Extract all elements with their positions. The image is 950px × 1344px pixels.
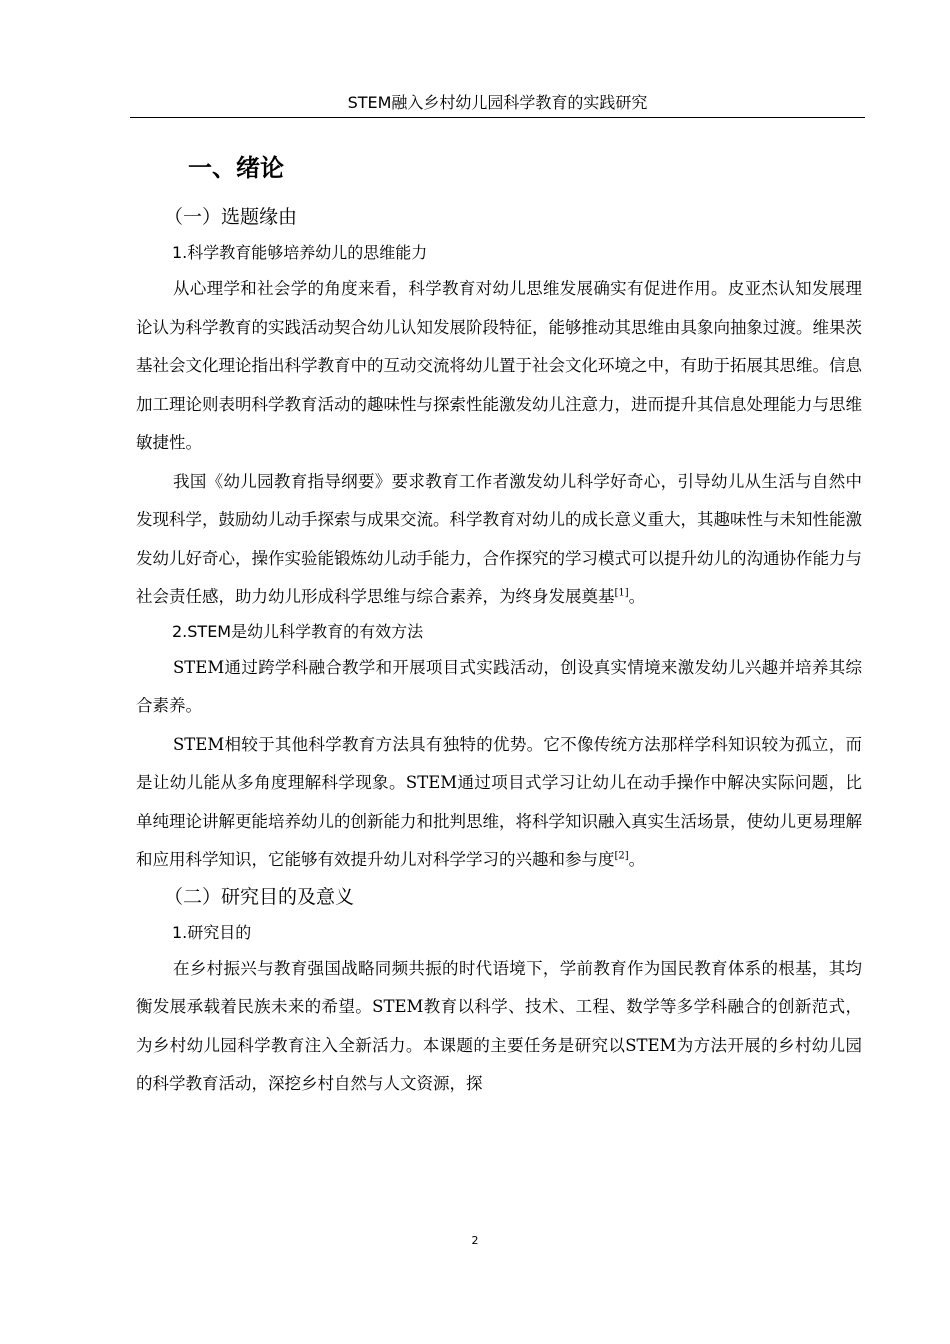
page-content <box>136 148 862 1104</box>
paragraph <box>136 463 862 617</box>
section-heading-1: （一）选题缘由 <box>164 206 298 228</box>
paragraph: STEM通过跨学科融合教学和开展项目式实践活动，创设真实情境来激发幼儿兴趣并培养其综合素养。 <box>136 657 862 715</box>
paragraph-text: STEM相较于其他科学教育方法具有独特的优势。它不像传统方法那样学科知识较为孤立，而是让幼儿能从多角度理解科学现象。STEM通过项目式学习让幼儿在动手操作中解决实际问题，比单纯理论讲解更能培养幼儿的创新能力和批判思维，将科学知识融入真实生活场景，使幼儿更易理解和应用科学知识，它能够有效提升幼儿对科学学习的兴趣和参与度 <box>136 734 862 869</box>
paragraph: 从心理学和社会学的角度来看，科学教育对幼儿思维发展确实有促进作用。皮亚杰认知发展理论认为科学教育的实践活动契合幼儿认知发展阶段特征，能够推动其思维由具象向抽象过渡。维果茨基社会文化理论指出科学教育中的互动交流将幼儿置于社会文化环境之中，有助于拓展其思维。信息加工理论则表明科学教育活动的趣味性与探索性能激发幼儿注意力，进而提升其信息处理能力与思维敏捷性。 <box>136 279 862 452</box>
page-number: 2 <box>471 1234 479 1247</box>
paragraph: 在乡村振兴与教育强国战略同频共振的时代语境下，学前教育作为国民教育体系的根基，其均衡发展承载着民族未来的希望。STEM教育以科学、技术、工程、数学等多学科融合的创新范式，为乡村幼儿园科学教育注入全新活力。本课题的主要任务是研究以STEM为方法开展的乡村幼儿园的科学教育活动，深挖乡村自然与人文资源，探 <box>136 958 862 1093</box>
section-heading-2: （二）研究目的及意义 <box>164 885 355 908</box>
citation: [2] <box>614 850 629 862</box>
paragraph-end: 。 <box>628 587 646 606</box>
paragraph-text: 我国《幼儿园教育指导纲要》要求教育工作者激发幼儿科学好奇心，引导幼儿从生活与自然中发现科学，鼓励幼儿动手探索与成果交流。科学教育对幼儿的成长意义重大，其趣味性与未知性能激发幼儿好奇心，操作实验能锻炼幼儿动手能力，合作探究的学习模式可以提升幼儿的沟通协作能力与社会责任感，助力幼儿形成科学思维与综合素养，为终身发展奠基 <box>136 471 862 606</box>
header-rule <box>130 117 865 118</box>
subsection-heading-2-1: 1.研究目的 <box>172 922 252 942</box>
subsection-heading-1-2: 2.STEM是幼儿科学教育的有效方法 <box>172 621 424 641</box>
citation: [1] <box>614 587 629 599</box>
running-header: STEM融入乡村幼儿园科学教育的实践研究 <box>347 93 648 112</box>
paragraph <box>136 726 862 880</box>
chapter-heading: 一、绪论 <box>188 154 284 182</box>
paragraph-end: 。 <box>628 850 646 869</box>
subsection-heading-1-1: 1.科学教育能够培养幼儿的思维能力 <box>172 243 428 262</box>
